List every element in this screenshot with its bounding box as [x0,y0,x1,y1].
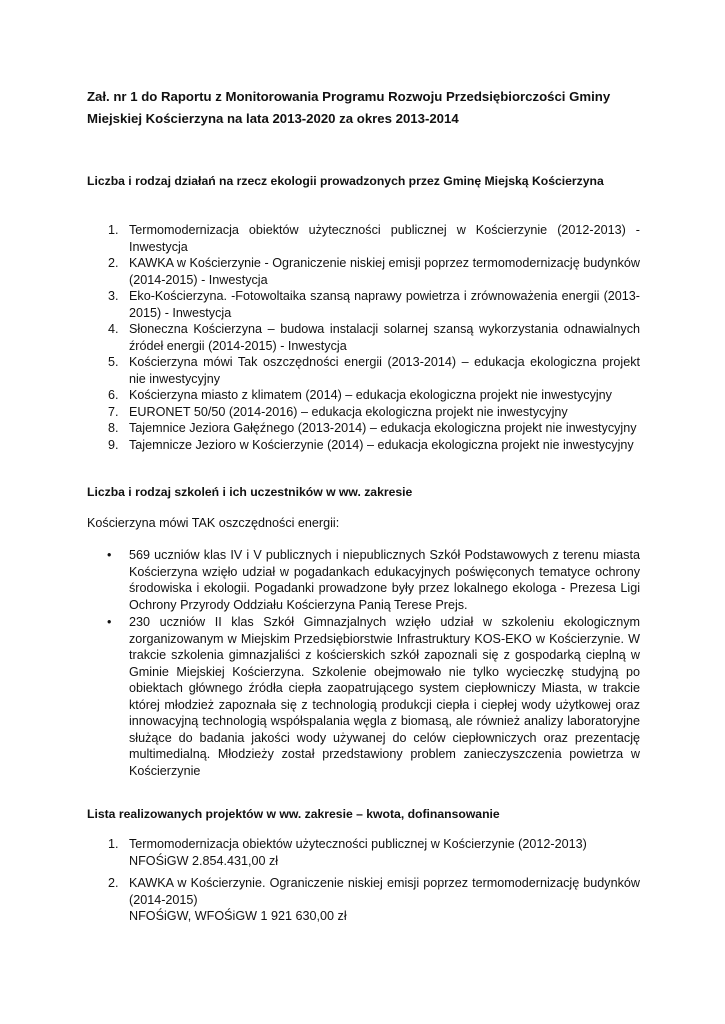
list-item-text: Tajemnice Jeziora Gałęźnego (2013-2014) – edukacja ekologiczna projekt nie inwestycyjny [129,421,637,435]
project-number: 1. [108,837,119,851]
list-item-text: EURONET 50/50 (2014-2016) – edukacja ekologiczna projekt nie inwestycyjny [129,404,568,419]
section-trainings-heading: Liczba i rodzaj szkoleń i ich uczestników w ww. zakresie [87,485,413,499]
bullet-text: 569 uczniów klas IV i V publicznych i niepublicznych Szkół Podstawowych z terenu miasta Kościerzyna wzięło udział w pogadankach edukacyjnych poświęconych tematyce ochrony środowiska i ekologii. Pogadanki prowadzone były przez lokalnego ekologa - Prezesa Ligi Ochrony Przyrody Oddziału Kościerzyna Panią Terese Prejs. [129,548,640,612]
project-title: KAWKA w Kościerzynie. Ograniczenie niskiej emisji poprzez termomodernizację budynków (2014-2015) [129,876,640,907]
list-item [87,255,640,288]
list-item-number: 7. [108,404,119,419]
list-item [87,222,640,255]
bullet-text: 230 uczniów II klas Szkół Gimnazjalnych wzięło udział w szkoleniu ekologicznym zorganizowanym w Miejskim Przedsiębiorstwie Infrastruktury KOS-EKO w Kościerzynie. W trakcie szkolenia gimnazjaliści z kościerskich szkół zapoznali się z gospodarką cieplną w Gminie Miejskiej Kościerzyna. Szkolenie obejmowało nie tylko wycieczkę studyjną po obiektach głównego źródła ciepła zaopatrującego system ciepłowniczy Miasta, w trakcie której młodzież zapoznała się z technologią produkcji ciepła i ciepłej wody użytkowej oraz innowacyjną technologią współspalania węgla z biomasą, ale również analizy laboratoryjne służące do badania jakości wody używanej do celów ciepłowniczych oraz prezentację multimedialną. Młodzieży został przedstawiony problem zanieczyszczenia powietrza w Kościerzynie [129,615,640,778]
list-item-number: 1. [108,223,119,237]
list-item-text: KAWKA w Kościerzynie - Ograniczenie niskiej emisji poprzez termomodernizację budynków (2014-2015) - Inwestycja [129,256,640,287]
list-item-number: 8. [108,421,119,435]
trainings-bullet-list [87,547,640,780]
list-item-text: Słoneczna Kościerzyna – budowa instalacji solarnej szansą wykorzystania odnawialnych źródeł energii (2014-2015) - Inwestycja [129,322,640,353]
list-item-text: Kościerzyna mówi Tak oszczędności energii (2013-2014) – edukacja ekologiczna projekt nie inwestycyjny [129,355,640,386]
list-item [87,404,640,421]
list-item-text: Eko-Kościerzyna. -Fotowoltaika szansą naprawy powietrza i zrównoważenia energii (2013-2015) - Inwestycja [129,289,640,320]
bullet-icon: • [107,615,112,629]
projects-list [87,836,640,931]
list-item-number: 6. [108,388,119,402]
list-item-number: 4. [108,322,119,336]
list-item-number: 2. [108,256,119,270]
list-item-number: 5. [108,355,119,369]
bullet-item [87,547,640,613]
list-item [87,420,640,437]
project-funding: NFOŚiGW, WFOŚiGW 1 921 630,00 zł [129,909,347,923]
project-funding: NFOŚiGW 2.854.431,00 zł [129,853,279,868]
list-item-text: Kościerzyna miasto z klimatem (2014) – edukacja ekologiczna projekt nie inwestycyjny [129,388,612,402]
list-item-text: Tajemnicze Jezioro w Kościerzynie (2014) – edukacja ekologiczna projekt nie inwestycyjny [129,437,634,452]
project-item [87,836,640,869]
list-item-number: 3. [108,289,119,303]
project-title: Termomodernizacja obiektów użyteczności publicznej w Kościerzynie (2012-2013) [129,837,587,851]
list-item-text: Termomodernizacja obiektów użyteczności publicznej w Kościerzynie (2012-2013) - Inwestycja [129,223,640,254]
list-item [87,437,640,454]
project-item [87,875,640,925]
list-item [87,288,640,321]
section-projects-heading: Lista realizowanych projektów w ww. zakresie – kwota, dofinansowanie [87,807,500,821]
trainings-intro: Kościerzyna mówi TAK oszczędności energii: [87,516,340,530]
list-item-number: 9. [108,437,119,452]
list-item [87,387,640,404]
document-title: Zał. nr 1 do Raportu z Monitorowania Programu Rozwoju Przedsiębiorczości Gminy Miejskiej Kościerzyna na lata 2013-2020 za okres 2013-2014 [87,89,611,126]
section-ecology-actions-heading: Liczba i rodzaj działań na rzecz ekologii prowadzonych przez Gminę Miejską Kościerzyna [87,174,604,188]
bullet-icon: • [107,548,112,562]
list-item [87,321,640,354]
bullet-item [87,614,640,779]
ecology-actions-list [87,222,640,453]
project-number: 2. [108,876,119,890]
list-item [87,354,640,387]
